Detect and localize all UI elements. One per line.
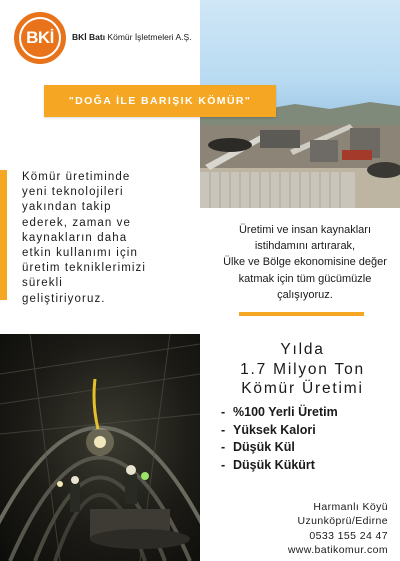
feature-item <box>221 439 338 457</box>
company-logo <box>14 12 66 64</box>
slogan-banner: "DOĞA İLE BARIŞIK KÖMÜR" <box>44 85 276 117</box>
technology-line: üretim tekniklerimizi <box>22 262 147 275</box>
accent-bar <box>0 170 7 300</box>
feature-list <box>221 404 338 474</box>
feature-label: %100 Yerli Üretim <box>233 405 338 419</box>
feature-label: Düşük Kükürt <box>233 457 315 472</box>
accent-underline <box>239 312 364 316</box>
economy-line: istihdamını artırarak, <box>254 240 356 253</box>
address-line: Harmanlı Köyü <box>313 501 388 513</box>
economy-line: çalışıyoruz. <box>277 288 333 301</box>
production-line: Kömür Üretimi <box>241 380 364 397</box>
website-link[interactable]: www.batikomur.com <box>287 543 388 556</box>
technology-line: geliştiriyoruz. <box>22 292 106 305</box>
economy-line: Üretimi ve insan kaynakları <box>238 224 372 236</box>
feature-item <box>221 457 338 475</box>
company-name-rest: Kömür İşletmeleri A.Ş. <box>105 32 192 42</box>
production-line: 1.7 Milyon Ton <box>240 360 365 378</box>
technology-line: ederek, zaman ve <box>22 216 132 229</box>
technology-line: yakından takip <box>22 201 112 214</box>
feature-label: Düşük Kül <box>233 440 295 454</box>
company-name <box>72 32 192 42</box>
mine-tunnel-photo <box>0 334 200 561</box>
production-heading <box>205 340 400 399</box>
feature-item <box>221 422 338 440</box>
contact-info <box>288 500 388 557</box>
economy-line: katmak için tüm gücümüzle <box>238 272 372 285</box>
technology-line: kaynakların daha <box>22 231 128 244</box>
feature-item <box>221 404 338 422</box>
production-line: Yılda <box>280 341 325 358</box>
economy-statement <box>213 222 397 303</box>
technology-line: etkin kullanımı için <box>22 247 138 260</box>
phone-number[interactable]: 0533 155 24 47 <box>309 529 388 542</box>
technology-line: Kömür üretiminde <box>22 171 131 183</box>
company-name-bold: BKİ Batı <box>72 32 106 42</box>
bullet-dash: - <box>221 422 226 437</box>
bullet-dash: - <box>221 457 226 472</box>
bullet-dash: - <box>221 440 226 454</box>
economy-line: Ülke ve Bölge ekonomisine değer <box>223 256 387 269</box>
technology-line: yeni teknolojileri <box>22 186 124 199</box>
technology-text <box>22 170 200 307</box>
address-line: Uzunköprü/Edirne <box>297 515 388 528</box>
bullet-dash: - <box>221 405 226 419</box>
feature-label: Yüksek Kalori <box>233 422 316 437</box>
logo-mark: BKİ <box>21 19 59 57</box>
technology-line: sürekli <box>22 277 63 290</box>
